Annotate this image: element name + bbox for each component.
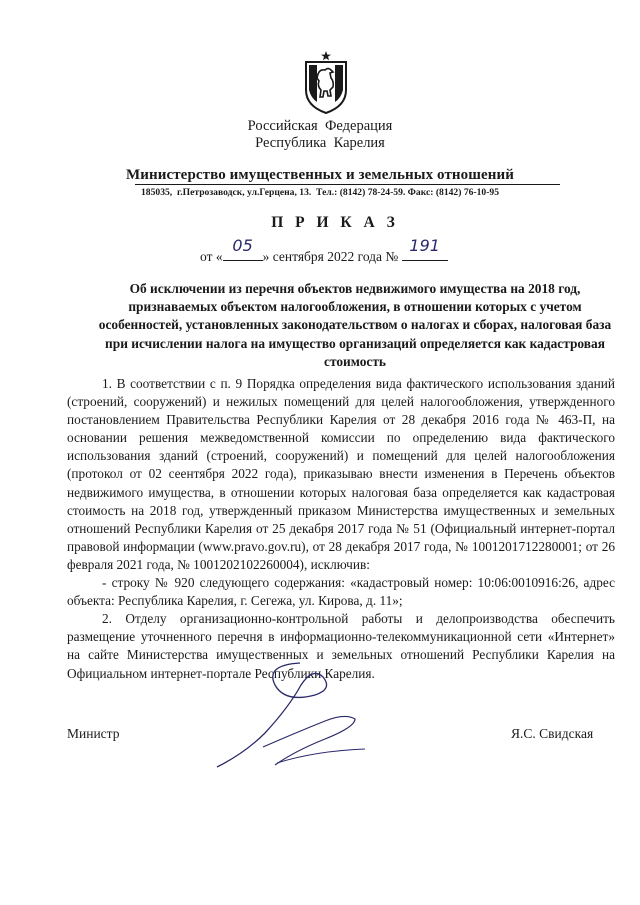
- signatory-name: Я.С. Свидская: [511, 726, 594, 741]
- paragraph-2: 2. Отделу организационно-контрольной работы и делопроизводства обеспечить размещение уточненного перечня в информационно-телекоммуникационной сети «Интернет» на сайте Министерства имущественных и земельных отношений Республики Карелия на Официальном интернет-портале Республики Карелия.: [67, 611, 615, 681]
- header-divider: [135, 184, 560, 185]
- ministry-name: Министерство имущественных и земельных отношений: [125, 167, 515, 183]
- ministry-address: 185035, г.Петрозаводск, ул.Герцена, 13. Тел.: (8142) 78-24-59. Факс: (8142) 76-10-95: [141, 187, 499, 198]
- republic-label: Республика Карелия: [255, 135, 385, 151]
- signatory-title: Министр: [67, 726, 120, 741]
- order-number-handwritten: 191: [409, 236, 440, 255]
- date-day-blank: [223, 236, 263, 261]
- date-prefix: от «: [200, 249, 223, 264]
- country-label: Российская Федерация: [247, 118, 393, 134]
- order-subject: Об исключении из перечня объектов недвижимого имущества на 2018 год, признаваемых объектом налогообложения, в отношении которых с учетом особенностей, установленных законодательством о налогах и сборах, налоговая база при исчислении налога на имущество организаций определяется как кадастровая стоимость: [98, 281, 612, 369]
- order-number-blank: [402, 236, 448, 261]
- date-day-handwritten: 05: [232, 236, 253, 255]
- paragraph-exclusion-line: - строку № 920 следующего содержания: «кадастровый номер: 10:06:0010916:26, адрес объекта: Республика Карелия, г. Сегежа, ул. Кирова, д. 11»;: [67, 575, 615, 609]
- coat-of-arms-icon: [300, 50, 352, 114]
- paragraph-1: 1. В соответствии с п. 9 Порядка определения вида фактического использования зданий (строений, сооружений) и нежилых помещений для целей налогообложения, утвержденного постановлением Правительства Республики Карелия от 28 декабря 2016 года № 463-П, на основании решения межведомственной комиссии по определению вида фактического использования зданий (строений, сооружений) и помещений для целей налогообложения (протокол от 02 сеентября 2022 года), приказываю внести изменения в Перечень объектов недвижимого имущества, в отношении которых налоговая база определяется как кадастровая стоимость на 2018 год, утвержденный приказом Министерства имущественных и земельных отношений Республики Карелия от 25 декабря 2017 года № 51 (Официальный интернет-портал правовой информации (www.pravo.gov.ru), от 28 декабря 2017 года, № 1001201712280001; от 26 февраля 2021 года, № 1001202102260004), исключив:: [67, 376, 615, 572]
- emblem-star: [321, 51, 331, 60]
- date-middle: » сентября 2022 года №: [262, 249, 399, 264]
- order-dateline: [200, 236, 448, 265]
- order-body: [67, 375, 615, 683]
- order-title: П Р И К А З: [271, 214, 399, 231]
- handwritten-signature: [205, 655, 385, 780]
- country-name: [0, 118, 640, 152]
